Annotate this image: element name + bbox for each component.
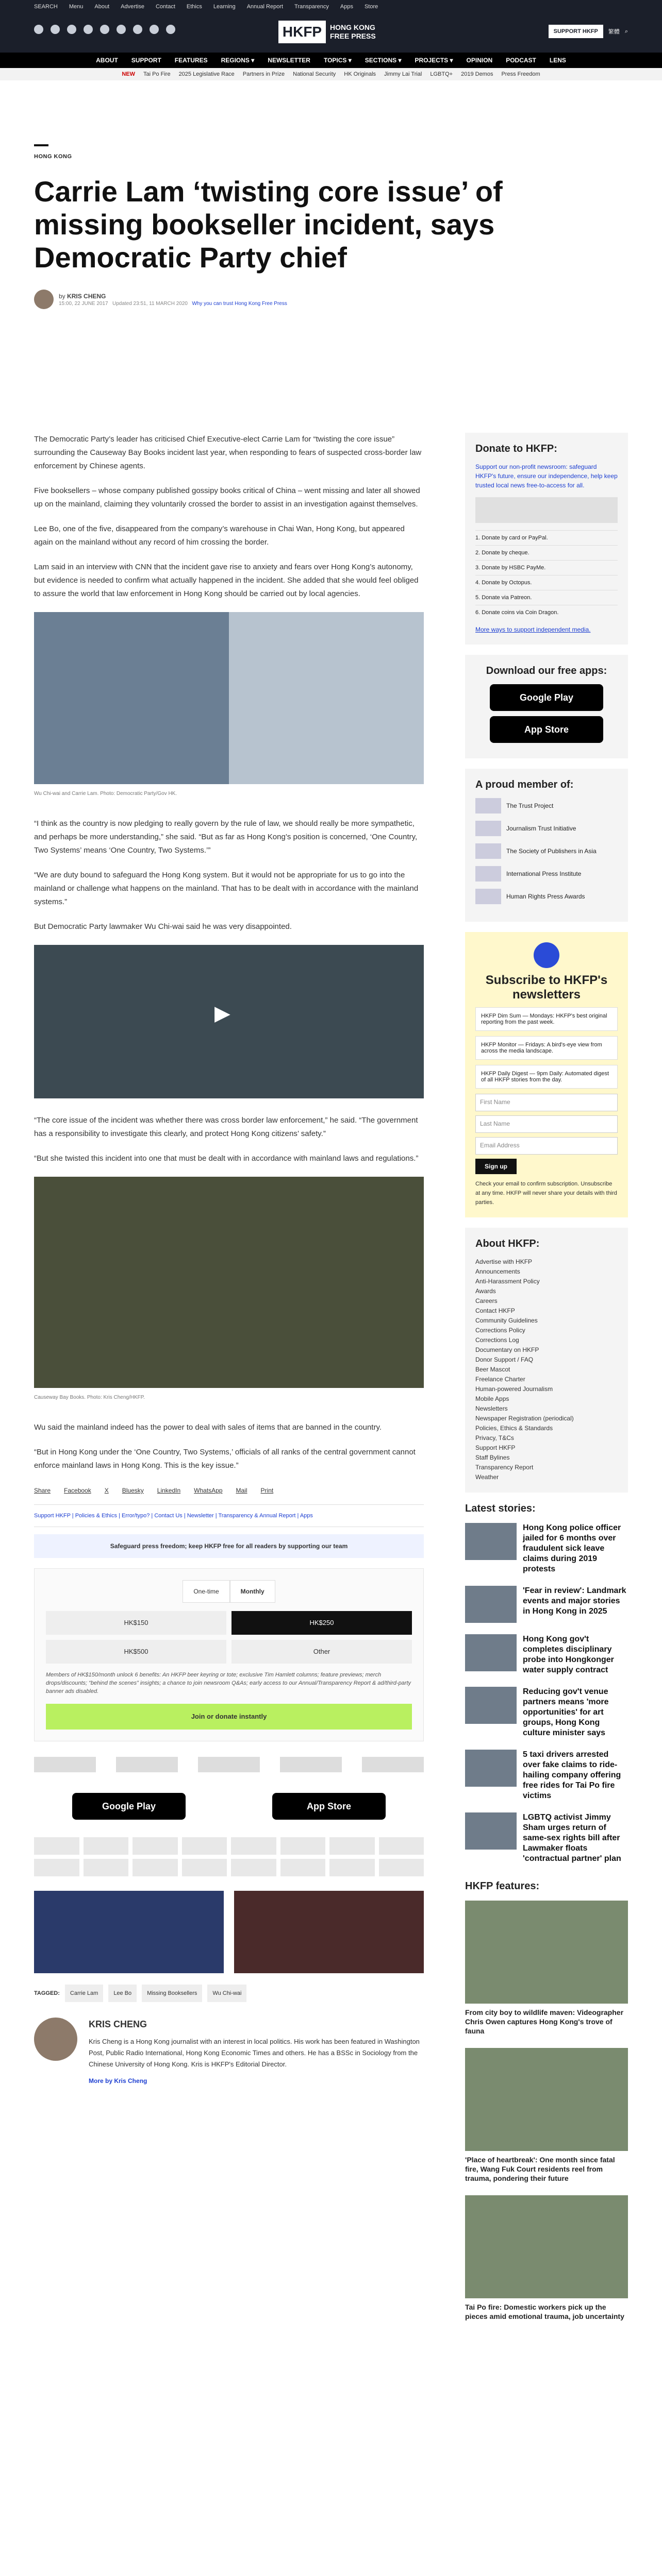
newsletter-option[interactable]: HKFP Monitor — Fridays: A bird's-eye view from across the media landscape. xyxy=(475,1036,618,1060)
story-title[interactable]: 'Fear in review': Landmark events and major stories in Hong Kong in 2025 xyxy=(523,1586,626,1616)
members-widget xyxy=(465,769,628,922)
nav-item[interactable]: SECTIONS ▾ xyxy=(365,57,402,64)
about-link[interactable]: Awards xyxy=(475,1287,496,1295)
paragraph: “The core issue of the incident was whether there was cross border law enforcement,” he said. “The government has a responsibility to investigate this clearly, and protect Hong Kong citizens’ safety.” xyxy=(34,1116,418,1138)
join-donate-button[interactable]: Join or donate instantly xyxy=(46,1704,412,1730)
google-play-button[interactable]: Google Play xyxy=(72,1793,186,1820)
ethics-promo-video[interactable] xyxy=(34,1891,224,1973)
tag-link[interactable]: Missing Booksellers xyxy=(142,1985,202,2002)
story-thumbnail xyxy=(465,1750,517,1787)
subnav-new-label: NEW xyxy=(122,71,135,77)
hrpa-logo[interactable] xyxy=(362,1757,424,1772)
member-logos-row xyxy=(34,1757,424,1772)
paragraph: “We are duty bound to safeguard the Hong Kong system. But it would not be appropriate for us to go into the mainland or challenge what happens on the mainland. That has to be dealt with in accordance with the mainland systems.” xyxy=(34,871,419,906)
latest-story[interactable] xyxy=(465,1634,628,1675)
about-link[interactable]: Mobile Apps xyxy=(475,1395,509,1402)
jcb-icon xyxy=(231,1837,276,1855)
byline-prefix: by xyxy=(59,292,65,300)
donate-option[interactable]: 3. Donate by HSBC PayMe. xyxy=(475,560,618,575)
about-link[interactable]: Beer Mascot xyxy=(475,1366,510,1373)
amount-option[interactable]: HK$500 xyxy=(46,1640,226,1664)
fps-icon xyxy=(231,1859,276,1876)
nav-item[interactable]: SUPPORT xyxy=(131,57,161,64)
payment-icons xyxy=(475,497,618,523)
nav-item[interactable]: REGIONS ▾ xyxy=(221,57,255,64)
x-icon[interactable] xyxy=(51,25,60,34)
about-link[interactable]: About xyxy=(94,4,110,10)
share-link[interactable]: Print xyxy=(260,1487,274,1494)
about-link[interactable]: Community Guidelines xyxy=(475,1317,538,1324)
story-title[interactable]: Hong Kong gov't completes disciplinary probe into Hongkonger water supply contract xyxy=(523,1635,614,1674)
search-icon[interactable]: ⌕ xyxy=(624,28,628,35)
paragraph: Five booksellers – whose company published gossipy books critical of China – went missing and later all showed up on the mainland, claiming they voluntarily crossed the border to assist in an investigation against themselves. xyxy=(34,486,420,509)
paragraph: Lee Bo, one of the five, disappeared from the company’s warehouse in Chai Wan, Hong Kong, but appeared again on the mainland without any record of him crossing the border. xyxy=(34,524,405,547)
nav-item[interactable]: PODCAST xyxy=(506,57,536,64)
feature-story[interactable] xyxy=(465,2195,628,2321)
story-thumbnail xyxy=(465,1812,517,1850)
member-logo-icon xyxy=(475,866,501,882)
story-title[interactable]: LGBTQ activist Jimmy Sham urges return of same-sex rights bill after Lawmaker floats 'contractual partner' plan xyxy=(523,1813,621,1863)
updated-date: Updated 23:51, 11 MARCH 2020 xyxy=(112,300,188,307)
about-link[interactable]: Newsletters xyxy=(475,1405,508,1412)
nav-item[interactable]: OPINION xyxy=(466,57,493,64)
more-by-author-link[interactable]: More by Kris Cheng xyxy=(89,2077,147,2084)
octopus-icon xyxy=(329,1837,375,1855)
author-photo xyxy=(34,2018,77,2061)
about-link[interactable]: Support HKFP xyxy=(475,1444,516,1451)
about-link[interactable]: Staff Bylines xyxy=(475,1454,510,1461)
about-link[interactable]: Documentary on HKFP xyxy=(475,1346,539,1353)
ethics-link[interactable]: Ethics xyxy=(186,4,202,10)
last-name-input[interactable]: Last Name xyxy=(475,1115,618,1133)
latest-title: Latest stories: xyxy=(465,1503,536,1514)
about-link[interactable]: Privacy, T&Cs xyxy=(475,1434,514,1442)
apps-link[interactable]: Apps xyxy=(340,4,353,10)
apps-title: Download our free apps: xyxy=(486,665,607,676)
about-link[interactable]: Transparency Report xyxy=(475,1464,534,1471)
about-link[interactable]: Advertise with HKFP xyxy=(475,1258,533,1265)
member-item[interactable] xyxy=(475,889,618,904)
instagram-icon[interactable] xyxy=(67,25,76,34)
donation-box xyxy=(34,1568,424,1741)
amount-option-selected[interactable]: HK$250 xyxy=(231,1611,412,1635)
member-name: Human Rights Press Awards xyxy=(506,893,585,900)
gpay-icon xyxy=(329,1859,375,1876)
paragraph: “But she twisted this incident into one that must be dealt with in accordance with mainland laws and regulations.” xyxy=(34,1154,419,1163)
telegram-icon[interactable] xyxy=(133,25,142,34)
visa-icon xyxy=(133,1837,178,1855)
donate-option[interactable]: 5. Donate via Patreon. xyxy=(475,590,618,605)
features-widget xyxy=(465,1880,628,2321)
member-name: International Press Institute xyxy=(506,870,582,877)
about-link[interactable]: Weather xyxy=(475,1473,499,1481)
article-kicker[interactable]: HONG KONG xyxy=(34,144,48,160)
features-title: HKFP features: xyxy=(465,1880,540,1892)
threads-icon[interactable] xyxy=(117,25,126,34)
newsletter-option[interactable]: HKFP Daily Digest — 9pm Daily: Automated digest of all HKFP stories from the day. xyxy=(475,1065,618,1089)
share-link[interactable]: LinkedIn xyxy=(157,1487,181,1494)
jti-logo[interactable] xyxy=(116,1757,178,1772)
google-play-button[interactable]: Google Play xyxy=(490,684,603,711)
nav-item[interactable]: ABOUT xyxy=(96,57,118,64)
photo-carrie-lam xyxy=(229,612,424,784)
unionpay-icon xyxy=(280,1837,326,1855)
about-link[interactable]: Human-powered Journalism xyxy=(475,1385,553,1393)
author-link[interactable]: KRIS CHENG xyxy=(67,292,106,300)
member-item[interactable] xyxy=(475,821,618,836)
support-hkfp-promo-video[interactable] xyxy=(234,1891,424,1973)
donate-text[interactable]: Support our non-profit newsroom: safeguard HKFP's future, ensure our independence, help keep trusted local news free-to-access for all. xyxy=(475,463,618,489)
feature-image xyxy=(465,2195,628,2298)
tags-row xyxy=(34,1985,424,2002)
linkedin-icon[interactable] xyxy=(100,25,109,34)
subnav-item[interactable]: Press Freedom xyxy=(501,71,540,77)
more-ways-link[interactable]: More ways to support independent media. xyxy=(475,626,591,633)
share-link[interactable]: Bluesky xyxy=(122,1487,144,1494)
share-link[interactable]: X xyxy=(104,1487,109,1494)
nav-item[interactable]: TOPICS ▾ xyxy=(323,57,352,64)
trust-project-logo[interactable] xyxy=(34,1757,96,1772)
story-thumbnail xyxy=(465,1687,517,1724)
sidebar xyxy=(465,433,628,2333)
support-hkfp-button[interactable]: SUPPORT HKFP xyxy=(549,25,603,38)
subnav-item[interactable]: National Security xyxy=(293,71,336,77)
applepay-icon xyxy=(379,1859,424,1876)
feature-story[interactable] xyxy=(465,2048,628,2183)
site-logo[interactable] xyxy=(278,21,376,43)
member-logo-icon xyxy=(475,889,501,904)
menu-link[interactable]: Menu xyxy=(69,4,84,10)
photo-wu-chi-wai xyxy=(34,612,229,784)
mastercard-icon xyxy=(34,1837,79,1855)
donate-option[interactable]: 6. Donate coins via Coin Dragon. xyxy=(475,605,618,620)
nav-item[interactable]: NEWSLETTER xyxy=(268,57,310,64)
feature-title[interactable]: 'Place of heartbreak': One month since fatal fire, Wang Fuk Court residents reel from trauma, pondering their future xyxy=(465,2156,615,2182)
member-item[interactable] xyxy=(475,866,618,882)
tag-link[interactable]: Wu Chi-wai xyxy=(207,1985,246,2002)
member-logo-icon xyxy=(475,798,501,814)
latest-story[interactable] xyxy=(465,1812,628,1864)
subnav-item[interactable]: Tai Po Fire xyxy=(143,71,171,77)
advertise-link[interactable]: Advertise xyxy=(121,4,144,10)
youtube-icon[interactable] xyxy=(84,25,93,34)
nav-item[interactable]: PROJECTS ▾ xyxy=(415,57,453,64)
subnav-item[interactable]: HK Originals xyxy=(344,71,376,77)
logo-line1: HONG KONG xyxy=(330,23,375,31)
newsletter-widget xyxy=(465,932,628,1217)
about-link[interactable]: Donor Support / FAQ xyxy=(475,1356,534,1363)
bluesky-icon[interactable] xyxy=(150,25,159,34)
about-link[interactable]: Newspaper Registration (periodical) xyxy=(475,1415,574,1422)
story-title[interactable]: Hong Kong police officer jailed for 6 months over fraudulent sick leave claims during 2019 protests xyxy=(523,1523,621,1573)
paragraph: The Democratic Party’s leader has criticised Chief Executive-elect Carrie Lam for “twisting the core issue” surrounding the Causeway Bay Books incident last year, when responding to fears of suspected cross-border law enforcement by Chinese agents. xyxy=(34,435,422,470)
amount-option[interactable]: HK$150 xyxy=(46,1611,226,1635)
transparency-link[interactable]: Transparency xyxy=(294,4,329,10)
article-photo-1 xyxy=(34,612,424,784)
annual-report-link[interactable]: Annual Report xyxy=(246,4,284,10)
logo-line2: FREE PRESS xyxy=(330,32,376,40)
newsletter-title: Subscribe to HKFP's newsletters xyxy=(485,973,608,1002)
safeguard-banner[interactable]: Safeguard press freedom; keep HKFP free for all readers by supporting our team xyxy=(34,1534,424,1558)
author-name[interactable]: KRIS CHENG xyxy=(89,2019,147,2029)
author-bio: Kris Cheng is a Hong Kong journalist with an interest in local politics. His work has been featured in Washington Post, Public Radio International, Hong Kong Economic Times and others. He has a BSSc in Sociology from the Chinese University of Hong Kong. Kris is HKFP's Editorial Director. xyxy=(89,2038,420,2068)
learning-link[interactable]: Learning xyxy=(213,4,236,10)
card-icon xyxy=(84,1837,129,1855)
tag-link[interactable]: Lee Bo xyxy=(108,1985,137,2002)
author-avatar xyxy=(34,290,54,309)
app-store-button[interactable]: App Store xyxy=(272,1793,386,1820)
share-link[interactable]: Facebook xyxy=(64,1487,91,1494)
subnav-item[interactable]: 2025 Legislative Race xyxy=(178,71,235,77)
member-logo-icon xyxy=(475,821,501,836)
subnav-item[interactable]: 2019 Demos xyxy=(461,71,493,77)
main-nav xyxy=(0,53,662,68)
story-title[interactable]: Reducing gov't venue partners means 'more opportunities' for art groups, Hong Kong culture minister says xyxy=(523,1687,609,1737)
latest-widget xyxy=(465,1503,628,1880)
paragraph: “But in Hong Kong under the ‘One Country, Two Systems,’ officials of all ranks of the central government cannot enforce mainland laws in Hong Kong. This is the key issue.” xyxy=(34,1448,416,1470)
members-title: A proud member of: xyxy=(475,779,574,790)
newsletter-option[interactable]: HKFP Dim Sum — Mondays: HKFP's best original reporting from the past week. xyxy=(475,1007,618,1031)
top-utility-bar xyxy=(0,0,662,13)
photo-caption: Causeway Bay Books. Photo: Kris Cheng/HKFP. xyxy=(34,1395,145,1400)
donate-option[interactable]: 1. Donate by card or PayPal. xyxy=(475,530,618,545)
subnav-item[interactable]: Jimmy Lai Trial xyxy=(384,71,422,77)
article-title: Carrie Lam ‘twisting core issue’ of missing bookseller incident, says Democratic Party chief xyxy=(34,175,503,274)
facebook-icon[interactable] xyxy=(34,25,43,34)
payment-logos xyxy=(34,1837,424,1876)
nav-item[interactable]: LENS xyxy=(549,57,566,64)
feature-image xyxy=(465,1901,628,2004)
apps-widget xyxy=(465,655,628,758)
share-link[interactable]: Mail xyxy=(236,1487,247,1494)
about-link[interactable]: Corrections Log xyxy=(475,1336,519,1344)
app-store-button[interactable]: App Store xyxy=(490,716,603,743)
subnav-item[interactable]: Partners in Prize xyxy=(242,71,285,77)
monthly-tab[interactable]: Monthly xyxy=(230,1580,275,1603)
trust-link[interactable]: Why you can trust Hong Kong Free Press xyxy=(192,300,287,307)
contact-link[interactable]: Contact xyxy=(155,4,175,10)
sopa-logo[interactable] xyxy=(198,1757,260,1772)
paragraph: But Democratic Party lawmaker Wu Chi-wai said he was very disappointed. xyxy=(34,922,292,931)
newsletter-icon xyxy=(534,942,559,968)
search-link[interactable]: SEARCH xyxy=(34,4,58,10)
member-item[interactable] xyxy=(475,843,618,859)
social-icons xyxy=(34,25,175,34)
about-link[interactable]: Policies, Ethics & Standards xyxy=(475,1425,553,1432)
store-link[interactable]: Store xyxy=(364,4,378,10)
photo-caption: Wu Chi-wai and Carrie Lam. Photo: Democratic Party/Gov HK. xyxy=(34,791,177,796)
donate-title: Donate to HKFP: xyxy=(475,443,557,454)
member-name: The Trust Project xyxy=(506,802,554,809)
amount-option[interactable]: Other xyxy=(231,1640,412,1664)
donate-widget xyxy=(465,433,628,645)
site-header xyxy=(0,13,662,53)
footer-links[interactable]: Support HKFP | Policies & Ethics | Error/typo? | Contact Us | Newsletter | Transparency & Annual Report | Apps xyxy=(34,1504,424,1527)
share-link[interactable]: WhatsApp xyxy=(194,1487,223,1494)
donate-option[interactable]: 2. Donate by cheque. xyxy=(475,545,618,560)
article-body xyxy=(34,433,424,2088)
language-toggle[interactable]: 繁體 xyxy=(608,29,620,35)
signup-button[interactable]: Sign up xyxy=(475,1159,517,1174)
latest-story[interactable] xyxy=(465,1586,628,1623)
member-name: The Society of Publishers in Asia xyxy=(506,848,597,855)
one-time-tab[interactable]: One-time xyxy=(183,1580,229,1603)
about-link[interactable]: Careers xyxy=(475,1297,498,1304)
tag-link[interactable]: Carrie Lam xyxy=(65,1985,103,2002)
article-photo-2 xyxy=(34,1177,424,1388)
subnav-item[interactable]: LGBTQ+ xyxy=(430,71,453,77)
story-thumbnail xyxy=(465,1586,517,1623)
paragraph: Wu said the mainland indeed has the power to deal with sales of items that are banned in the country. xyxy=(34,1423,382,1432)
paragraph: “I think as the country is now pledging to really govern by the rule of law, we should really be more sympathetic, and perhaps be more understanding,” she said. “But as far as Hong Kong’s position is concerned, ‘One Country, Two Systems’ means ‘One Country, Two Systems.’” xyxy=(34,819,418,855)
logo-mark: HKFP xyxy=(278,21,326,43)
about-link[interactable]: Corrections Policy xyxy=(475,1327,525,1334)
member-benefits-note: Members of HK$150/month unlock 6 benefits: An HKFP beer keyring or tote; exclusive Tim Hamlett columns; feature previews; merch drops/discounts; “behind the scenes” insights; a chance to join newsroom Q&As; early access to our Annual/Transparency Report & ad/third-party banner ads disabled. xyxy=(46,1672,411,1694)
publish-date: 15:00, 22 JUNE 2017 xyxy=(59,300,108,307)
rss-icon[interactable] xyxy=(166,25,175,34)
paypal-icon xyxy=(133,1859,178,1876)
story-title[interactable]: 5 taxi drivers arrested over fake claims to ride-hailing company offering free rides for Tai Po fire victims xyxy=(523,1750,621,1800)
alipay-icon xyxy=(379,1837,424,1855)
member-item[interactable] xyxy=(475,798,618,814)
video-player[interactable] xyxy=(34,945,424,1098)
story-thumbnail xyxy=(465,1523,517,1560)
member-name: Journalism Trust Initiative xyxy=(506,825,576,832)
play-icon[interactable]: ▶ xyxy=(214,1002,230,1025)
latest-story[interactable] xyxy=(465,1750,628,1801)
byline xyxy=(34,290,628,309)
about-widget xyxy=(465,1228,628,1493)
paragraph: Lam said in an interview with CNN that the incident gave rise to anxiety and fears over Hong Kong’s autonomy, but evidence is needed to confirm what actually happened in the incident. She added that she would feel obliged to assure the world that law enforcement in Hong Kong should be carried out by local agencies. xyxy=(34,563,419,598)
nav-item[interactable]: FEATURES xyxy=(174,57,208,64)
tags-label: TAGGED: xyxy=(34,1990,60,1996)
newsletter-note: Check your email to confirm subscription. Unsubscribe at any time. HKFP will never share your details with third parties. xyxy=(475,1181,617,1206)
about-title: About HKFP: xyxy=(475,1238,540,1249)
donate-option[interactable]: 4. Donate by Octopus. xyxy=(475,575,618,590)
about-link[interactable]: Announcements xyxy=(475,1268,520,1275)
payme-icon xyxy=(182,1859,227,1876)
latest-story[interactable] xyxy=(465,1687,628,1738)
member-logo-icon xyxy=(475,843,501,859)
about-link[interactable]: Anti-Harassment Policy xyxy=(475,1278,540,1285)
share-link[interactable]: Share xyxy=(34,1487,51,1494)
feature-title[interactable]: From city boy to wildlife maven: Videographer Chris Owen captures Hong Kong's trove of fauna xyxy=(465,2008,624,2035)
about-link[interactable]: Contact HKFP xyxy=(475,1307,515,1314)
sub-nav xyxy=(0,68,662,80)
amex-icon xyxy=(182,1837,227,1855)
about-link[interactable]: Freelance Charter xyxy=(475,1376,525,1383)
author-box xyxy=(34,2018,424,2088)
email-input[interactable]: Email Address xyxy=(475,1137,618,1155)
ipi-logo[interactable] xyxy=(280,1757,342,1772)
patreon-icon xyxy=(84,1859,129,1876)
coin-icon xyxy=(34,1859,79,1876)
latest-story[interactable] xyxy=(465,1523,628,1574)
feature-image xyxy=(465,2048,628,2151)
first-name-input[interactable]: First Name xyxy=(475,1094,618,1111)
story-thumbnail xyxy=(465,1634,517,1671)
feature-title[interactable]: Tai Po fire: Domestic workers pick up the pieces amid emotional trauma, job uncertainty xyxy=(465,2303,624,2320)
bank-icon xyxy=(280,1859,326,1876)
feature-story[interactable] xyxy=(465,1901,628,2036)
share-bar xyxy=(34,1484,424,1497)
